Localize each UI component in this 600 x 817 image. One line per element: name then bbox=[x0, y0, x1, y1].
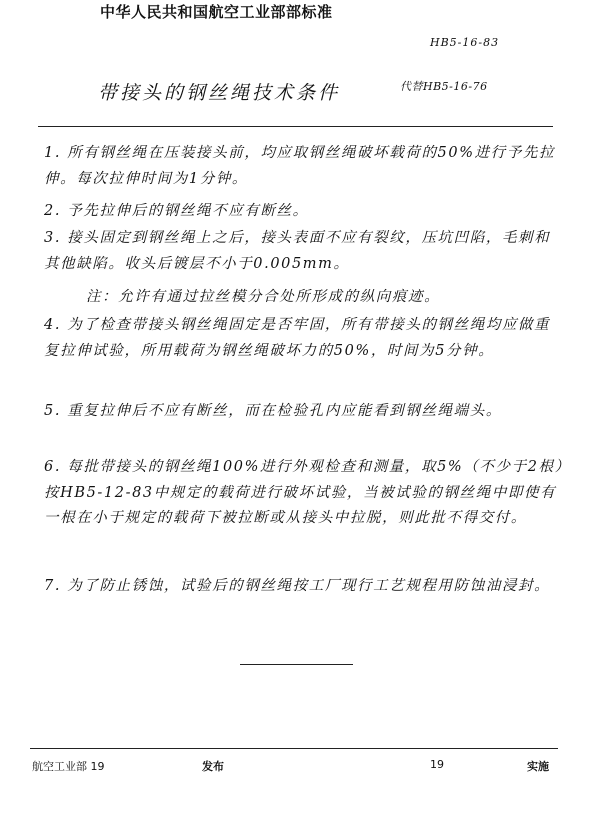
end-divider bbox=[240, 664, 353, 665]
title-divider bbox=[38, 126, 553, 127]
footer-issuer: 航空工业部 19 bbox=[32, 760, 105, 773]
issuing-organization: 中华人民共和国航空工业部部标准 bbox=[100, 3, 333, 21]
clause-2: 2. 予先拉伸后的钢丝绳不应有断丝。 bbox=[44, 203, 309, 219]
footer-effective-label: 实施 bbox=[527, 760, 549, 773]
clause-6: 6. 每批带接头的钢丝绳100%进行外观检查和测量，取5%（不少于2根）按HB5-12-83中规定的载荷进行破坏试验，当被试验的钢丝绳中即使有一根在小于规定的载荷下被拉断或从接头中拉脱，则此批不得交付。 bbox=[44, 459, 564, 526]
replaces-standard: 代替HB5-16-76 bbox=[400, 80, 488, 93]
document-title: 带接头的钢丝绳技术条件 bbox=[98, 82, 341, 104]
clause-3: 3. 接头固定到钢丝绳上之后，接头表面不应有裂纹，压坑凹陷，毛刺和其他缺陷。收头后镀层不小于0.005mm。 bbox=[44, 230, 551, 272]
footer-effective-year: 19 bbox=[430, 758, 444, 771]
standard-number: HB5-16-83 bbox=[430, 36, 500, 49]
clause-1: 1. 所有钢丝绳在压装接头前，均应取钢丝绳破坏载荷的50%进行予先拉伸。每次拉伸时间为1分钟。 bbox=[44, 145, 556, 187]
clause-7: 7. 为了防止锈蚀，试验后的钢丝绳按工厂现行工艺规程用防蚀油浸封。 bbox=[44, 578, 551, 594]
footer-divider bbox=[30, 748, 558, 749]
clause-5: 5. 重复拉伸后不应有断丝，而在检验孔内应能看到钢丝绳端头。 bbox=[44, 403, 502, 419]
footer-issued-label: 发布 bbox=[202, 760, 224, 773]
clause-4: 4. 为了检查带接头钢丝绳固定是否牢固，所有带接头的钢丝绳均应做重复拉伸试验，所用载荷为钢丝绳破坏力的50%，时间为5分钟。 bbox=[44, 317, 551, 359]
clause-3-note: 注：允许有通过拉丝模分合处所形成的纵向痕迹。 bbox=[86, 289, 441, 305]
